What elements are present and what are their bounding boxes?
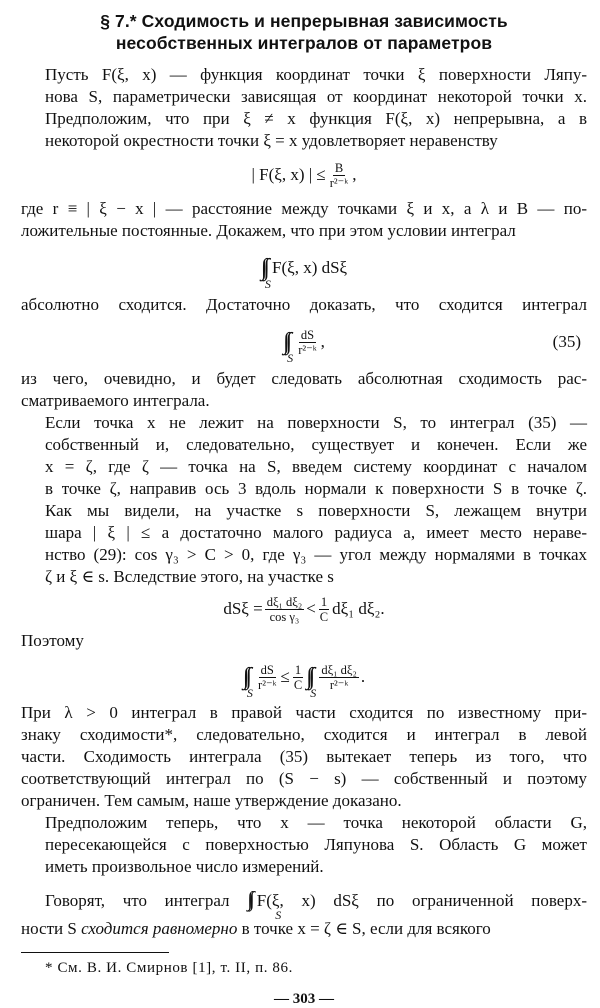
- integral-domain: S: [287, 351, 294, 365]
- numerator: dS: [260, 662, 274, 677]
- text-line: Поэтому: [21, 631, 84, 650]
- eq-tail: ,: [320, 332, 325, 351]
- integral-symbol: ∫∫: [283, 329, 289, 355]
- integral-domain: S: [246, 686, 253, 700]
- denominator: C: [319, 609, 329, 624]
- eq-tail: dξ₁ dξ₂.: [332, 599, 385, 618]
- double-integral-sign: [306, 664, 317, 700]
- paragraph-4: [21, 368, 587, 412]
- text-line: в точке ζ, направив ось 3 вдоль нормали к поверхности S в точке ζ.: [45, 479, 587, 498]
- integral-symbol: ∫∫: [306, 664, 312, 690]
- integral-symbol: ∫∫: [247, 887, 251, 911]
- double-integral-sign: [283, 329, 294, 365]
- text-line: шара | ξ | ≤ a достаточно малого радиуса a, имеет место нераве-: [45, 523, 587, 542]
- text-line: нство (29): cos γ₃ > C > 0, где γ₃ — угол между нормалями в точках: [45, 545, 587, 564]
- fraction: [292, 663, 304, 692]
- text-line: собственный и, следовательно, существует и конечен. Если же: [45, 435, 587, 454]
- denominator: C: [293, 677, 303, 692]
- text-line: пересекающейся с поверхностью Ляпунова S. Область G может: [45, 835, 587, 854]
- numerator: dξ₁ dξ₂: [266, 594, 303, 609]
- equation-estimate: [21, 652, 587, 702]
- text-line: некоторой окрестности точки ξ = x удовлетворяет неравенству: [45, 131, 498, 150]
- denominator: r²⁻ᵏ: [329, 677, 349, 692]
- equation-area-element: [21, 588, 587, 630]
- fraction: [265, 595, 305, 624]
- fraction: [318, 595, 330, 624]
- double-integral-sign: [242, 664, 253, 700]
- text-line: [21, 884, 588, 922]
- page-number: — 303 —: [274, 991, 334, 1007]
- numerator: 1: [294, 662, 302, 677]
- text-line: из чего, очевидно, и будет следовать абсолютная сходимость рас-: [21, 369, 587, 388]
- text-line: Если точка x не лежит на поверхности S, то интеграл (35) —: [45, 413, 587, 432]
- eq-tail: .: [360, 667, 366, 686]
- title-line-2: несобственных интегралов от параметров: [115, 33, 493, 53]
- paragraph-6: [21, 630, 587, 652]
- fraction: [319, 663, 359, 692]
- paragraph-7: [21, 702, 587, 812]
- integral-domain: S: [310, 686, 317, 700]
- text-line: Пусть F(ξ, x) — функция координат точки ξ поверхности Ляпу-: [45, 65, 587, 84]
- text-line: ζ и ξ ∈ s. Вследствие этого, на участке s: [45, 567, 334, 586]
- paragraph-2: [21, 198, 587, 242]
- paragraph-3: [21, 294, 587, 316]
- text-line: нова S, параметрически зависящая от координат некоторой точки x.: [45, 87, 587, 106]
- emphasis-text: сходится равномерно: [81, 919, 238, 938]
- equation-inequality: [21, 152, 587, 198]
- integral-symbol: ∫∫: [242, 664, 249, 690]
- section-title: [21, 10, 587, 54]
- eq-lhs: dSξ =: [223, 599, 263, 618]
- paragraph-1: [21, 64, 587, 152]
- integrand: F(ξ, x) dSξ: [272, 258, 348, 277]
- text-line: Предположим теперь, что x — точка некоторой области G,: [45, 813, 587, 832]
- text-line: ограничен. Тем самым, наше утверждение доказано.: [21, 791, 402, 810]
- denominator: r²⁻ᵏ: [258, 677, 277, 692]
- integrand: F(ξ, x) dSξ: [256, 891, 359, 910]
- numerator: B: [334, 160, 344, 175]
- fraction: [256, 663, 278, 692]
- double-integral-sign: [260, 255, 271, 291]
- numerator: 1: [320, 594, 328, 609]
- text-run: ности S: [21, 919, 77, 938]
- integral-domain: S: [264, 277, 271, 291]
- integral-symbol: ∫∫: [260, 255, 266, 281]
- text-run: по ограниченной поверх-: [376, 891, 588, 910]
- eq-operator: <: [306, 599, 316, 618]
- eq-operator: ≤: [280, 667, 290, 686]
- eq-tail: ,: [352, 165, 357, 184]
- text-line: абсолютно сходится. Достаточно доказать, что сходится интеграл: [21, 295, 587, 314]
- denominator: cos γ₃: [269, 609, 300, 624]
- denominator: r²⁻ᵏ: [298, 342, 317, 357]
- text-line: ложительные постоянные. Докажем, что при этом условии интеграл: [21, 221, 516, 240]
- paragraph-8: [21, 812, 587, 878]
- page: [21, 10, 587, 1008]
- fraction: [328, 161, 350, 190]
- double-integral-sign: [247, 887, 282, 922]
- integral-domain: S: [275, 908, 282, 922]
- fraction: [296, 328, 318, 357]
- text-line: Как мы видели, на участке s поверхности S, лежащем внутри: [45, 501, 587, 520]
- equation-integral: [21, 242, 587, 294]
- text-run: в точке x = ζ ∈ S, если для всякого: [241, 919, 491, 938]
- text-line: Предположим, что при ξ ≠ x функция F(ξ, x) непрерывна, а в: [45, 109, 587, 128]
- text-line: иметь произвольное число измерений.: [45, 857, 324, 876]
- numerator: dS: [300, 327, 315, 342]
- footnote: * См. В. И. Смирнов [1], т. II, п. 86.: [45, 960, 293, 976]
- title-line-1: § 7.* Сходимость и непрерывная зависимость: [100, 11, 508, 31]
- equation-35: [21, 316, 587, 368]
- text-line: x = ζ, где ζ — точка на S, введем систему координат с началом: [45, 457, 587, 476]
- text-run: Говорят, что интеграл: [45, 891, 230, 910]
- text-line: соответствующий интеграл по (S − s) — собственный и поэтому: [21, 769, 587, 788]
- main-text: [21, 64, 587, 940]
- text-line: части. Сходимость интеграла (35) вытекает теперь из того, что: [21, 747, 587, 766]
- text-line: При λ > 0 интеграл в правой части сходится по известному при-: [21, 703, 587, 722]
- text-line: где r ≡ | ξ − x | — расстояние между точками ξ и x, а λ и B — по-: [21, 199, 587, 218]
- paragraph-9: [21, 884, 587, 940]
- footnote-rule: [21, 952, 169, 953]
- numerator: dξ₁ dξ₂: [321, 662, 357, 677]
- paragraph-5: [21, 412, 587, 588]
- text-line: знаку сходимости*, следовательно, сходится и интеграл в левой: [21, 725, 587, 744]
- denominator: r²⁻ᵏ: [329, 175, 349, 190]
- text-line: сматриваемого интеграла.: [21, 391, 210, 410]
- equation-number: (35): [552, 332, 581, 351]
- eq-lhs: | F(ξ, x) | ≤: [251, 165, 326, 184]
- text-line: [21, 918, 587, 940]
